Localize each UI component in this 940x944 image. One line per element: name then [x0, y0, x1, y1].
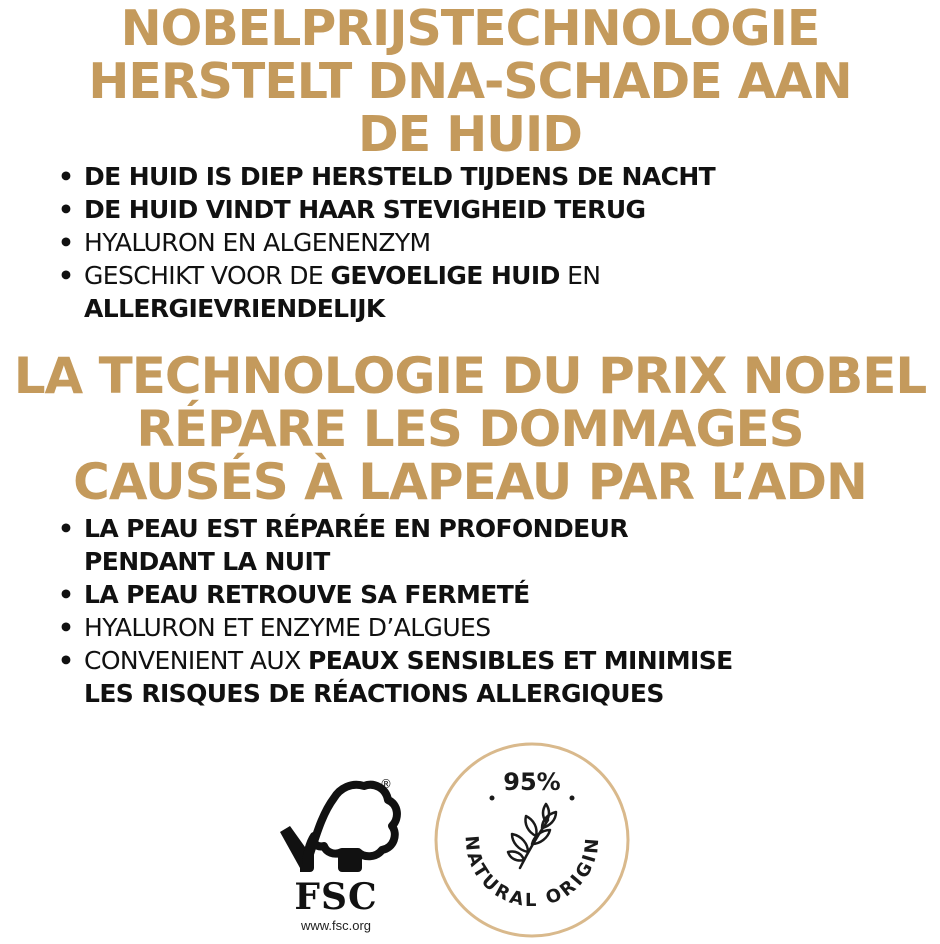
- bullet-text: DE HUID IS DIEP HERSTELD TIJDENS DE NACHT: [84, 162, 716, 191]
- bullet-item: [58, 193, 715, 226]
- bullet-text: CONVENIENT AUX: [84, 646, 308, 675]
- badge-label: NATURAL ORIGIN: [460, 834, 604, 912]
- fsc-name: FSC: [294, 876, 378, 918]
- heading-french-line-2: RÉPARE LES DOMMAGES: [136, 400, 804, 458]
- bullet-item: [58, 226, 715, 259]
- svg-text:®: ®: [380, 777, 392, 791]
- bullet-text-line: [84, 259, 715, 292]
- badge-percent: 95%: [503, 768, 561, 796]
- bullet-item: [58, 644, 733, 710]
- bullet-list-french: [58, 512, 733, 710]
- heading-dutch-line-3: DE HUID: [358, 106, 582, 163]
- fsc-tree-check-icon: [276, 776, 406, 876]
- bullet-item: [58, 578, 733, 611]
- bullet-text: HYALURON ET ENZYME D’ALGUES: [84, 613, 491, 642]
- bullet-text: HYALURON EN ALGENENZYM: [84, 228, 431, 257]
- bullet-text: EN: [559, 261, 601, 290]
- bullet-text: GESCHIKT VOOR DE: [84, 261, 331, 290]
- bullet-item: [58, 611, 733, 644]
- bullet-item: [58, 160, 715, 193]
- bullet-text-bold: GEVOELIGE HUID: [330, 261, 560, 290]
- heading-dutch-line-2: HERSTELT DNA-SCHADE AAN: [88, 53, 852, 110]
- bullet-text-bold: PEAUX SENSIBLES ET MINIMISE: [308, 646, 733, 675]
- bullet-text-bold: ALLERGIEVRIENDELIJK: [84, 294, 385, 323]
- heading-french-line-1: LA TECHNOLOGIE DU PRIX NOBEL: [13, 347, 927, 405]
- heading-french-line-3: CAUSÉS À LAPEAU PAR L’ADN: [73, 453, 867, 511]
- heading-dutch-line-1: NOBELPRIJSTECHNOLOGIE: [120, 0, 820, 57]
- bullet-text-bold: LES RISQUES DE RÉACTIONS ALLERGIQUES: [84, 679, 664, 708]
- bullet-text-line: [84, 644, 733, 677]
- bullet-item: [58, 259, 715, 325]
- bullet-text: DE HUID VINDT HAAR STEVIGHEID TERUG: [84, 195, 646, 224]
- bullet-list-dutch: [58, 160, 715, 325]
- natural-origin-seal: [432, 740, 632, 940]
- bullet-item: [58, 512, 733, 578]
- bullet-text: • LA PEAU EST RÉPARÉE EN PROFONDEUR: [84, 514, 628, 543]
- bullet-text: LA PEAU RETROUVE SA FERMETÉ: [84, 580, 530, 609]
- heading-dutch: [0, 2, 940, 161]
- bullet-text: PENDANT LA NUIT: [84, 547, 330, 576]
- fsc-logo: [276, 776, 406, 940]
- heading-french: [0, 347, 940, 511]
- natural-origin-badge: [432, 740, 632, 940]
- fsc-url: www.fsc.org: [300, 918, 372, 933]
